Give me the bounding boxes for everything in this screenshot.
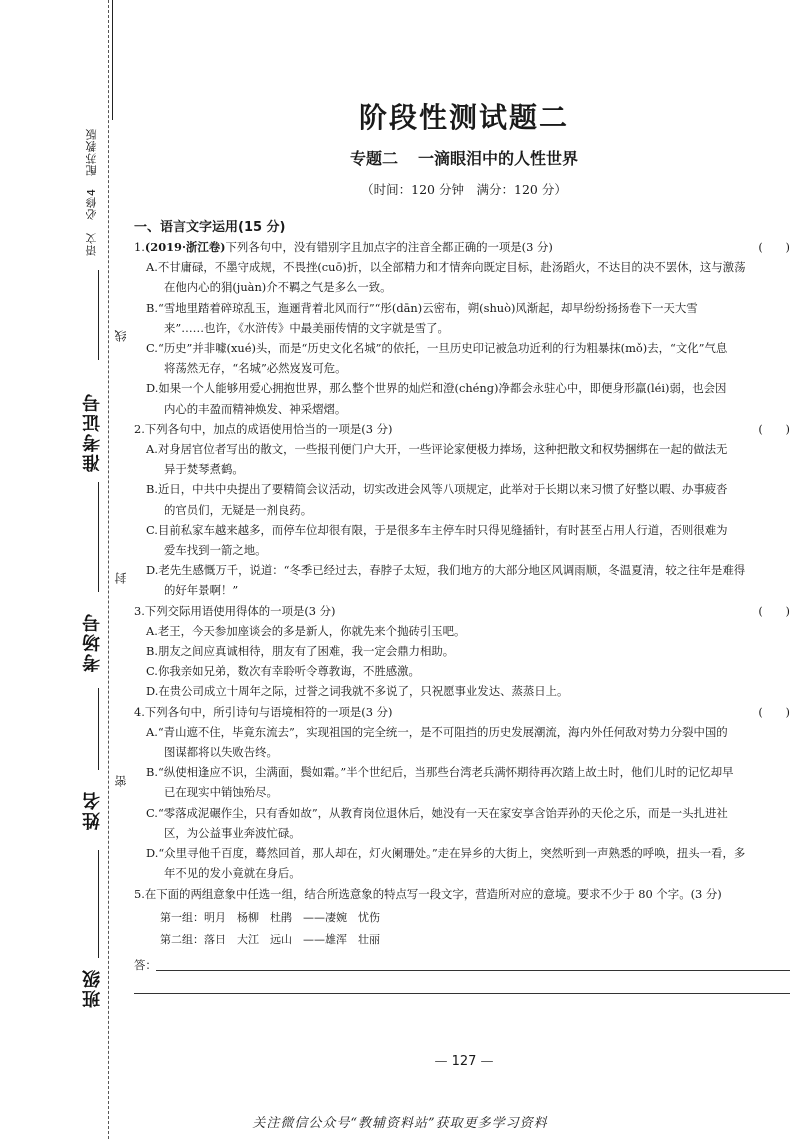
option-label: C. <box>146 664 158 679</box>
cut-mark-seal: 封 <box>114 572 128 584</box>
option-text: 不甘庸碌，不墨守成规，不畏挫(cuō)折，以全部精力和才情奔向既定目标，赴汤蹈火，不达目的决不罢休，这与激荡 <box>157 260 746 275</box>
cut-mark-line: 线 <box>114 330 128 342</box>
option-label: B. <box>146 644 158 659</box>
question-stem: 下列各句中，所引诗句与语境相符的一项是(3 分) <box>144 704 393 719</box>
question-number: 5. <box>134 886 145 901</box>
option-3a <box>146 621 790 641</box>
option-text: “历史”并非噱(xué)头，而是“历史文化名城”的依托，一旦历史印记被急功近利的行为粗暴抹(mǒ)去，“文化”气息 <box>157 341 728 356</box>
question-number: 3. <box>134 603 145 618</box>
option-text: 朋友之间应真诚相待，朋友有了困难，我一定会鼎力相助。 <box>158 644 455 659</box>
option-label: B. <box>146 482 158 497</box>
option-text: “纵使相逢应不识，尘满面，鬓如霜。”半个世纪后，当那些台湾老兵满怀期待再次踏上故土时，他们儿时的记忆却早 <box>158 765 734 780</box>
option-text: 在贵公司成立十周年之际，过誉之词我就不多说了，只祝愿事业发达、蒸蒸日上。 <box>158 684 569 699</box>
question-5 <box>134 884 790 904</box>
option-1d <box>146 378 790 418</box>
question-number: 1. <box>134 240 145 254</box>
exam-id-label: 准考证号 <box>82 392 103 472</box>
option-text-cont: 图谋都将以失败告终。 <box>164 745 278 760</box>
question-stem: 下列各句中，加点的成语使用恰当的一项是(3 分) <box>144 421 393 436</box>
option-text-cont: 区，为公益事业奔波忙碌。 <box>164 825 301 840</box>
option-label: A. <box>146 260 158 275</box>
question-4 <box>134 702 790 722</box>
option-text-cont: 的好年景啊！” <box>164 583 239 598</box>
option-3b <box>146 641 790 661</box>
option-text: 如果一个人能够用爱心拥抱世界，那么整个世界的灿烂和澄(chéng)净都会永驻心中，即便身形羸(léi)弱，也会因 <box>158 381 727 396</box>
option-text-cont: 内心的丰盈而精神焕发、神采熠熠。 <box>164 401 347 416</box>
option-2a <box>146 439 790 479</box>
option-text-cont: 来”……也许，《水浒传》中最美丽传情的文字就是雪了。 <box>164 320 449 335</box>
option-text-cont: 已在现实中销蚀殆尽。 <box>164 785 278 800</box>
page-title: 阶段性测试题二 <box>358 101 569 134</box>
cut-mark-secret: 密 <box>114 775 128 787</box>
option-2d <box>146 560 790 600</box>
option-4a <box>146 722 790 762</box>
answer-label: 答： <box>134 957 157 972</box>
question-number: 4. <box>134 704 145 719</box>
imagery-group-2: 第二组：落日 大江 远山 ——雄浑 壮丽 <box>160 932 380 946</box>
answer-bracket: ( ) <box>758 240 790 254</box>
topic-number: 专题二 <box>349 149 398 168</box>
option-text: 你我亲如兄弟，数次有幸聆听令尊教诲，不胜感激。 <box>157 664 420 679</box>
option-text: “零落成泥碾作尘，只有香如故”，从教育岗位退休后，她没有一天在家安享含饴弄孙的天伦之乐，而是一头扎进社 <box>157 805 728 820</box>
question-1 <box>134 237 790 257</box>
option-label: A. <box>146 623 158 638</box>
option-text: 近日，中共中央提出了要精简会议活动，切实改进会风等八项规定，此举对于长期以来习惯了好整以暇、办事疲沓 <box>158 482 728 497</box>
imagery-group-1: 第一组：明月 杨柳 杜鹃 ——凄婉 忧伤 <box>160 910 380 924</box>
room-line <box>98 482 99 592</box>
option-text-cont: 爱车找到一箭之地。 <box>164 543 267 558</box>
option-text-cont: 的官员们，无疑是一剂良药。 <box>164 502 313 517</box>
footer-note: 关注微信公众号“教辅资料站”获取更多学习资料 <box>252 1116 548 1131</box>
page-number-value: 127 <box>451 1054 477 1069</box>
option-label: C. <box>146 341 158 356</box>
answer-bracket: ( ) <box>758 704 790 719</box>
option-label: D. <box>146 846 159 861</box>
question-3 <box>134 601 790 621</box>
topic-name: 一滴眼泪中的人性世界 <box>418 149 579 168</box>
answer-bracket: ( ) <box>758 603 790 618</box>
option-4c <box>146 803 790 843</box>
section-heading: 一、语言文字运用(15 分) <box>134 220 286 235</box>
option-text: “众里寻他千百度，蓦然回首，那人却在，灯火阑珊处。”走在异乡的大街上，突然听到一声熟悉的呼唤，扭头一看，多 <box>158 846 746 861</box>
name-label: 姓名 <box>82 790 103 830</box>
option-label: A. <box>146 724 158 739</box>
page-number: — 127 — <box>434 1054 494 1069</box>
option-label: B. <box>146 300 158 315</box>
question-stem: 下列交际用语使用得体的一项是(3 分) <box>144 603 336 618</box>
question-stem: 下列各句中，没有错别字且加点字的注音全都正确的一项是(3 分) <box>225 240 553 254</box>
option-text: 老王，今天参加座谈会的多是新人，你就先来个抛砖引玉吧。 <box>157 623 466 638</box>
option-4b <box>146 762 790 802</box>
option-text-cont: 在他内心的狷(juàn)介不羁之气是多么一致。 <box>164 280 392 295</box>
option-label: C. <box>146 805 158 820</box>
name-line <box>98 688 99 770</box>
option-text: “青山遮不住，毕竟东流去”，实现祖国的完全统一，是不可阻挡的历史发展潮流，海内外任何敌对势力分裂中国的 <box>157 724 728 739</box>
option-1a <box>146 257 790 297</box>
option-label: D. <box>146 684 159 699</box>
option-label: A. <box>146 442 158 457</box>
option-3d <box>146 681 790 701</box>
questions-body <box>134 237 790 977</box>
topic-heading <box>134 146 794 169</box>
question-2 <box>134 419 790 439</box>
edition-label: 语文 必修4 配苏教版 <box>85 128 98 256</box>
option-text: 对身居官位者写出的散文，一些报刊便门户大开，一些评论家便极力捧场，这种把散文和权势捆绑在一起的做法无 <box>157 442 728 457</box>
option-3c <box>146 661 790 681</box>
option-4d <box>146 843 790 883</box>
option-label: D. <box>146 563 159 578</box>
question-stem: 在下面的两组意象中任选一组，结合所选意象的特点写一段文字，营造所对应的意境。要求不少于 80 个字。(3 分) <box>144 886 722 901</box>
time-info: （时间：120 分钟 满分：120 分） <box>361 182 567 197</box>
class-label: 班级 <box>82 968 103 1008</box>
binding-cut-line <box>108 0 109 1139</box>
imagery-groups <box>160 907 790 951</box>
answer-line <box>134 993 790 994</box>
option-label: C. <box>146 522 158 537</box>
margin-top-line <box>112 0 113 120</box>
class-line <box>98 850 99 958</box>
exam-id-line <box>98 270 99 360</box>
answer-bracket: ( ) <box>758 421 790 436</box>
option-text: 目前私家车越来越多，而停车位却很有限，于是很多车主停车时只得见缝插针，有时甚至占用人行道，否则很难为 <box>157 522 728 537</box>
answer-line <box>156 970 790 971</box>
option-text-cont: 年不见的发小竟就在身后。 <box>164 866 301 881</box>
option-2b <box>146 479 790 519</box>
option-text: 老先生感慨万千，说道：“冬季已经过去，春脖子太短，我们地方的大部分地区风调雨顺，冬温夏清，较之往年是难得 <box>158 563 746 578</box>
option-1b <box>146 298 790 338</box>
question-number: 2. <box>134 421 145 436</box>
option-text-cont: 将荡然无存，“名城”必然岌岌可危。 <box>164 361 347 376</box>
option-label: B. <box>146 765 158 780</box>
answer-area[interactable] <box>134 955 790 977</box>
option-1c <box>146 338 790 378</box>
option-text: “雪地里踏着碎琼乱玉，迤逦背着北风而行”“彤(dān)云密布，朔(shuò)风渐起，却早纷纷扬扬卷下一天大雪 <box>158 300 698 315</box>
option-2c <box>146 520 790 560</box>
question-source: (2019·浙江卷) <box>144 240 226 254</box>
exam-room-label: 考场号 <box>82 612 103 672</box>
option-label: D. <box>146 381 159 396</box>
option-text-cont: 异于焚琴煮鹤。 <box>164 462 244 477</box>
